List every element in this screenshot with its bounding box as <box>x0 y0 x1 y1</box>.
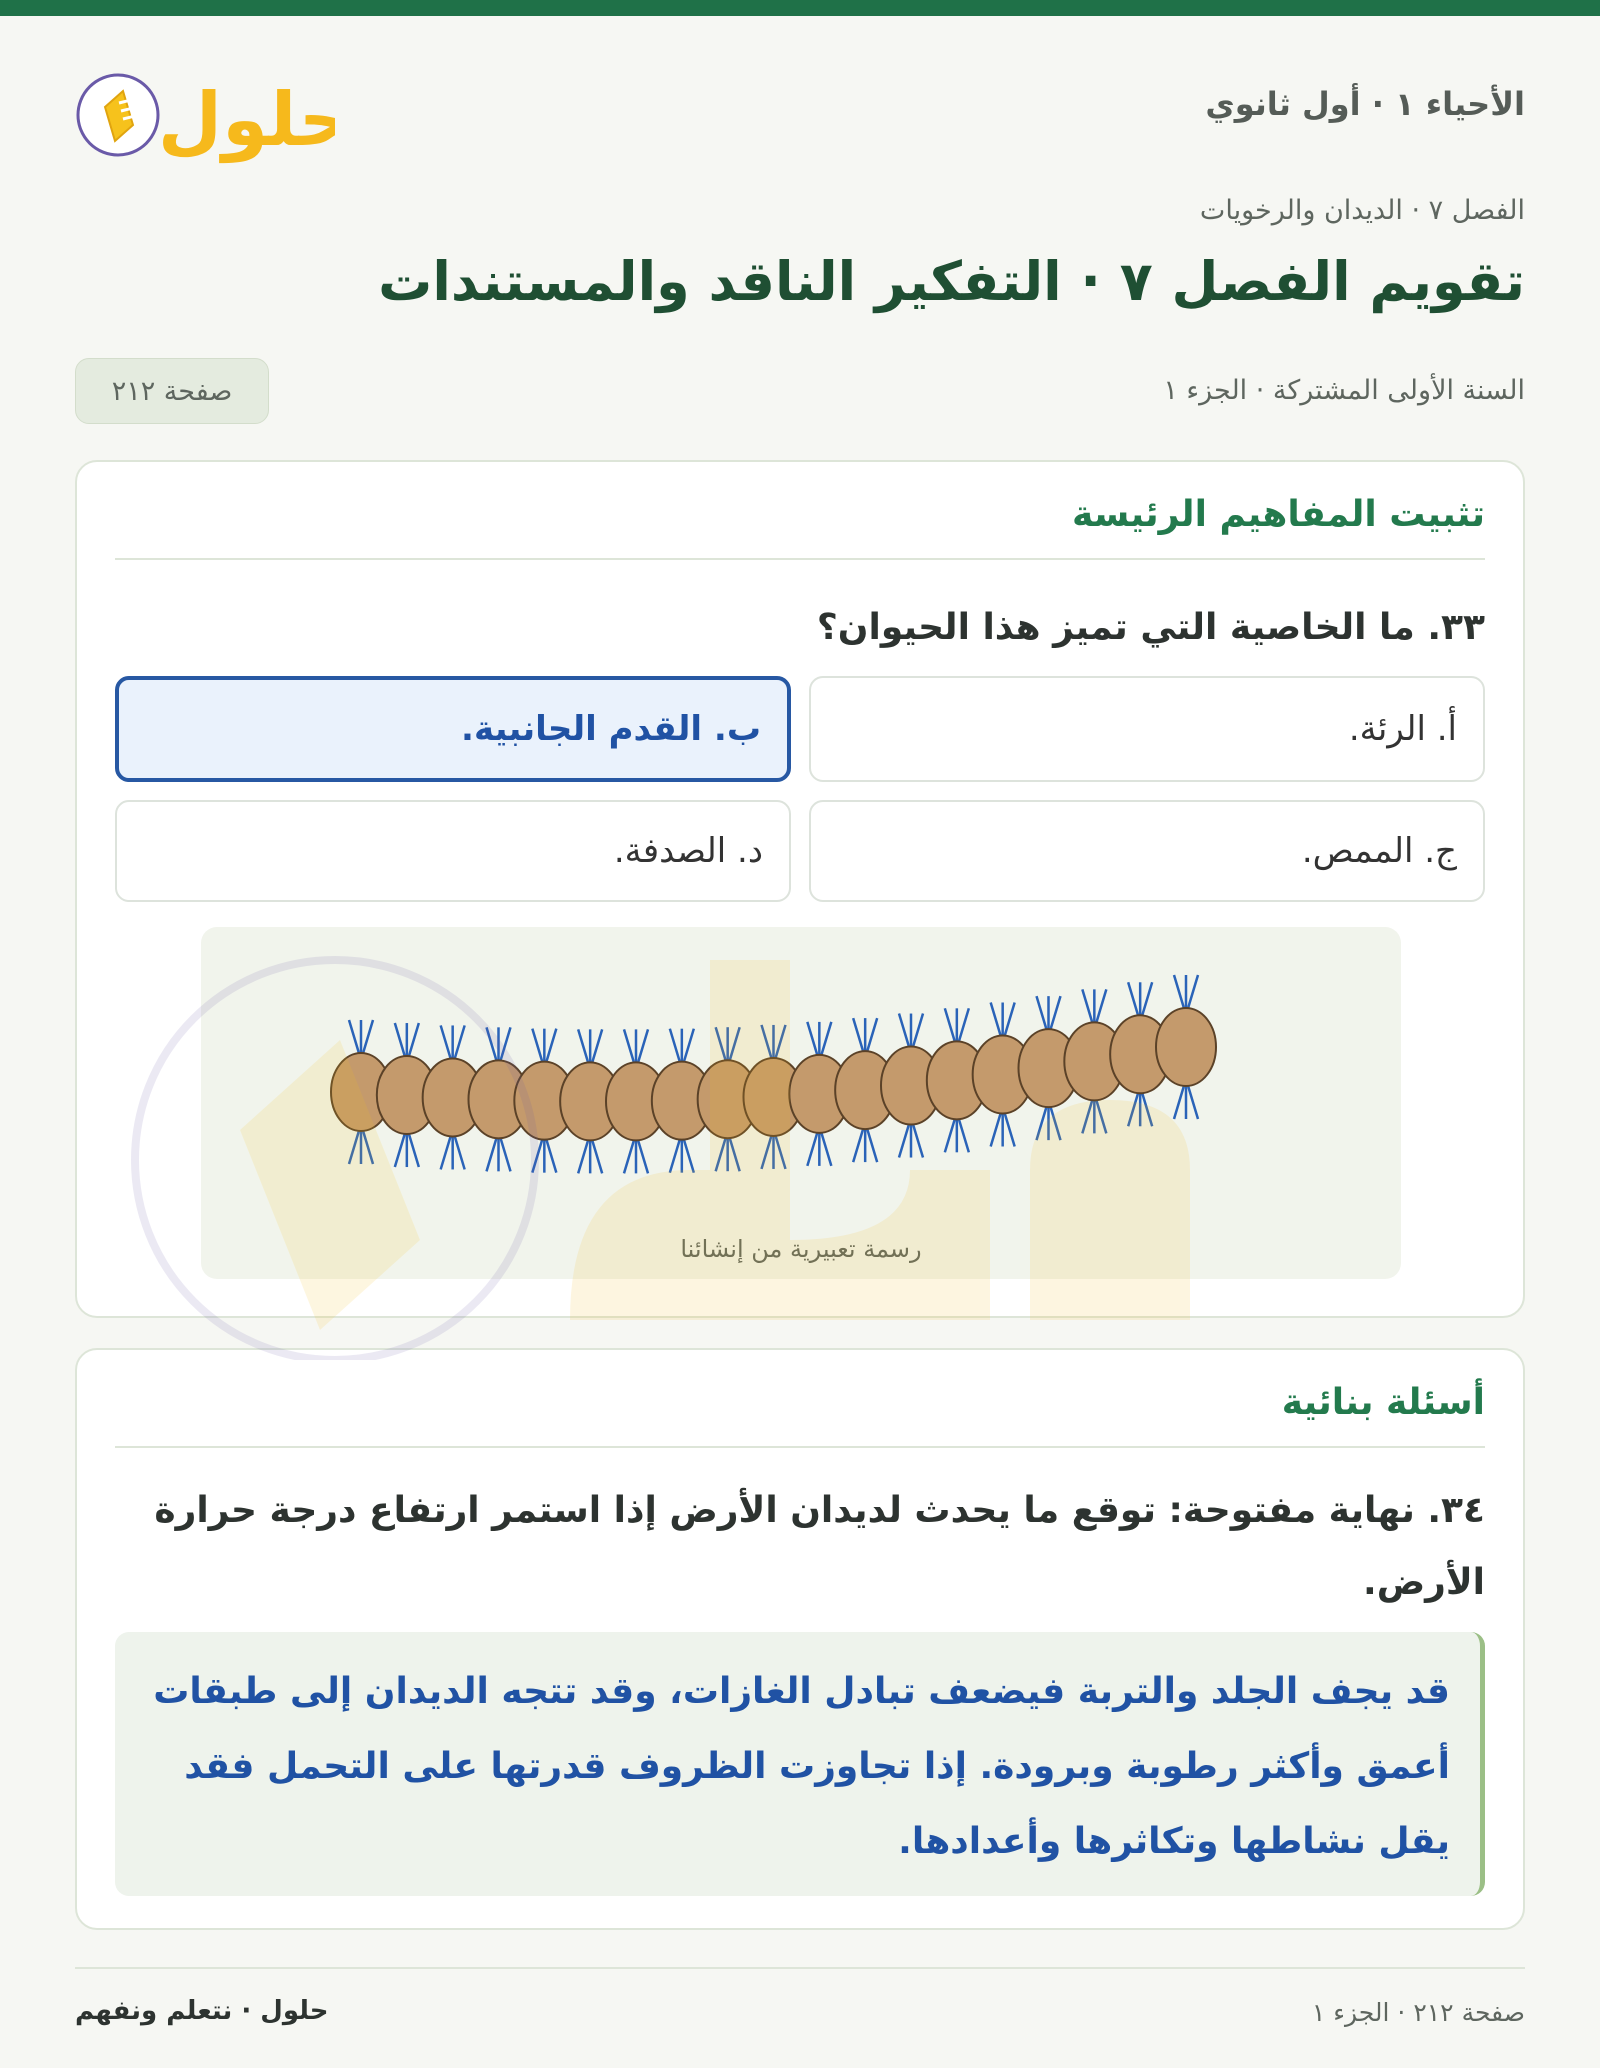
page-header <box>75 55 1525 175</box>
page-title: تقويم الفصل ٧ · التفكير الناقد والمستندات <box>378 250 1525 313</box>
section-divider <box>115 1446 1485 1448</box>
option-b[interactable] <box>115 676 791 782</box>
footer-divider <box>75 1967 1525 1969</box>
option-a[interactable] <box>809 676 1485 782</box>
logo-wordmark: حلول <box>157 77 335 163</box>
subject-label: الأحياء ١ · أول ثانوي <box>1205 85 1525 123</box>
page-number-badge: صفحة ٢١٢ <box>75 358 269 424</box>
question-34: ٣٤. نهاية مفتوحة: توقع ما يحدث لديدان الأرض إذا استمر ارتفاع درجة حرارة الأرض. <box>154 1490 1485 1603</box>
option-label: أ. الرئة. <box>1348 709 1457 749</box>
section-title: أسئلة بنائية <box>1281 1382 1485 1423</box>
hulul-logo[interactable] <box>75 55 335 175</box>
option-label: ب. القدم الجانبية. <box>461 709 761 749</box>
segmented-worm-illustration <box>201 927 1401 1227</box>
section-divider <box>115 558 1485 560</box>
answer-box: قد يجف الجلد والتربة فيضعف تبادل الغازات، وقد تتجه الديدان إلى طبقات أعمق وأكثر رطوبة وبرودة. إذا تجاوزت الظروف قدرتها على التحمل فقد يقل نشاطها وتكاثرها وأعدادها. <box>115 1632 1485 1896</box>
option-c[interactable] <box>809 800 1485 902</box>
option-label: د. الصدفة. <box>613 831 763 871</box>
option-label: ج. الممص. <box>1301 831 1457 871</box>
key-concepts-card <box>75 460 1525 1318</box>
footer-brand: حلول · نتعلم ونفهم <box>75 1996 329 2026</box>
question-33: ٣٣. ما الخاصية التي تميز هذا الحيوان؟ <box>816 607 1485 648</box>
chapter-label: الفصل ٧ · الديدان والرخويات <box>1199 195 1525 226</box>
constructed-response-card <box>75 1348 1525 1930</box>
figure-caption: رسمة تعبيرية من إنشائنا <box>680 1235 922 1263</box>
worm-segment <box>1156 1008 1216 1086</box>
section-title: تثبيت المفاهيم الرئيسة <box>1071 494 1485 535</box>
meta-line: السنة الأولى المشتركة · الجزء ١ <box>1163 375 1525 406</box>
worm-figure <box>201 927 1401 1279</box>
top-accent-bar <box>0 0 1600 16</box>
option-d[interactable] <box>115 800 791 902</box>
footer-page-info: صفحة ٢١٢ · الجزء ١ <box>1311 1998 1525 2027</box>
